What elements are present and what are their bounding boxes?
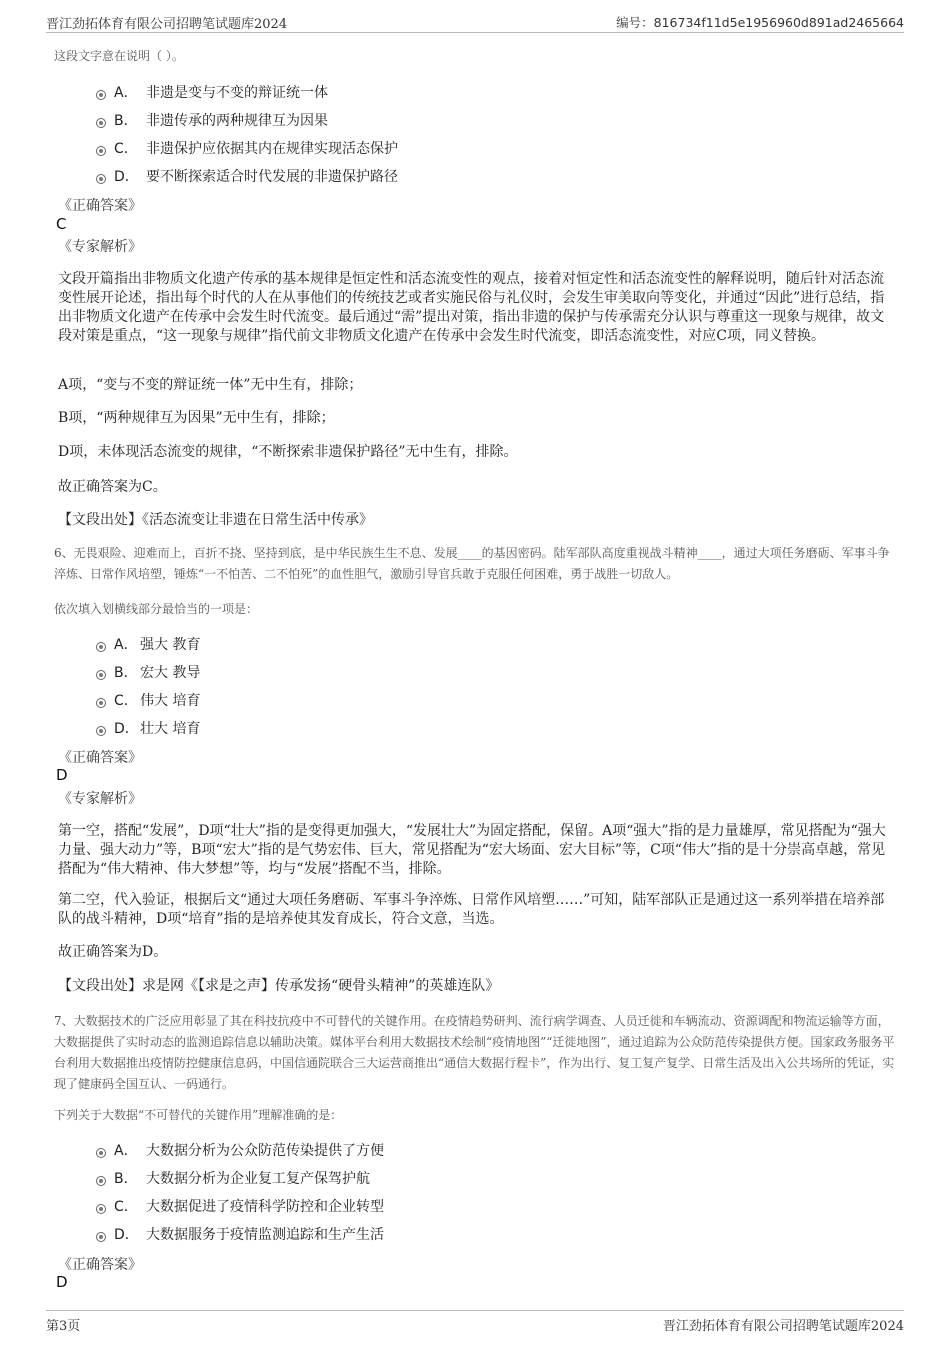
q5-analysis-d: D项，未体现活态流变的规律，“不断探索非遗保护路径”无中生有，排除。 [58, 444, 518, 460]
q5-analysis-main: 文段开篇指出非物质文化遗产传承的基本规律是恒定性和活态流变性的观点，接着对恒定性和活态流变性的解释说明，随后针对活态流变性展开论述，指出每个时代的人在从事他们的传统技艺或者实施民俗与礼仪时，会发生审美取向等变化，并通过“因此”进行总结，指出非物质文化遗产在传承中会发生时代流变。最后通过“需”提出对策，指出非遗的保护与传承需充分认识与尊重这一现象与规律，故文段对策是重点，“这一现象与规律”指代前文非物质文化遗产在传承中会发生时代流变，即活态流变性，对应C项，同义替换。 [58, 271, 885, 344]
header-company: 晋江劲拓体育有限公司招聘笔试题库2024 [46, 17, 288, 32]
q6-option-d[interactable]: D． 壮大 培育 [96, 714, 200, 742]
q5-analysis-a: A项，“变与不变的辩证统一体”无中生有，排除； [58, 377, 363, 393]
radio-icon[interactable] [96, 174, 106, 184]
radio-icon[interactable] [96, 1232, 106, 1242]
q7-option-a[interactable]: A． 大数据分析为公众防范传染提供了方便 [96, 1136, 384, 1164]
radio-icon[interactable] [96, 698, 106, 708]
radio-icon[interactable] [96, 1148, 106, 1158]
q6-analysis-first: 第一空，搭配“发展”，D项“壮大”指的是变得更加强大，“发展壮大”为固定搭配，保留。A项“强大”指的是力量雄厚，常见搭配为“强大力量、强大动力”等，B项“宏大”指的是气势宏伟、巨大，常见搭配为“宏大场面、宏大目标”等，C项“伟大”指的是十分崇高卓越，常见搭配为“伟大精神、伟大梦想”等，均与“发展”搭配不当，排除。 [58, 823, 886, 877]
q6-analysis-second: 第二空，代入验证，根据后文“通过大项任务磨砺、军事斗争淬炼、日常作风培塑……”可知，陆军部队正是通过这一系列举措在培养部队的战斗精神，D项“培育”指的是培养使其发育成长，符合文意，当选。 [58, 892, 885, 927]
page-header [46, 10, 904, 33]
q5-analysis-label: 《专家解析》 [58, 239, 142, 255]
q5-option-b[interactable]: B． 非遗传承的两种规律互为因果 [96, 106, 398, 134]
q6-option-c[interactable]: C． 伟大 培育 [96, 686, 200, 714]
q6-conclusion: 故正确答案为D。 [58, 944, 168, 960]
q5-source: 【文段出处】《活态流变让非遗在日常生活中传承》 [58, 512, 373, 528]
radio-icon[interactable] [96, 726, 106, 736]
q7-stem: 7、大数据技术的广泛应用彰显了其在科技抗疫中不可替代的关键作用。在疫情趋势研判、流行病学调查、人员迁徙和车辆流动、资源调配和物流运输等方面，大数据提供了实时动态的监测追踪信息以辅助决策。媒体平台利用大数据技术绘制“疫情地图”“迁徙地图”，通过追踪为公众防范传染提供方便。国家政务服务平台利用大数据推出疫情防控健康信息码，中国信通院联合三大运营商推出“通信大数据行程卡”，作为出行、复工复产复学、日常生活及出入公共场所的凭证，实现了健康码全国互认、一码通行。 [54, 1014, 895, 1091]
q6-prompt: 依次填入划横线部分最恰当的一项是： [54, 602, 259, 616]
radio-icon[interactable] [96, 118, 106, 128]
q6-options [96, 630, 200, 742]
q7-answer: D [56, 1273, 68, 1291]
q7-prompt: 下列关于大数据“不可替代的关键作用”理解准确的是： [54, 1108, 343, 1122]
q6-answer-label: 《正确答案》 [58, 750, 142, 766]
q6-answer: D [56, 766, 68, 784]
q6-source: 【文段出处】求是网《【求是之声】传承发扬“硬骨头精神”的英雄连队》 [58, 978, 500, 994]
q7-option-b[interactable]: B． 大数据分析为企业复工复产保驾护航 [96, 1164, 384, 1192]
q5-answer: C [56, 215, 67, 233]
footer-company: 晋江劲拓体育有限公司招聘笔试题库2024 [662, 1319, 904, 1334]
q5-option-d[interactable]: D． 要不断探索适合时代发展的非遗保护路径 [96, 162, 398, 190]
q5-conclusion: 故正确答案为C。 [58, 479, 167, 495]
radio-icon[interactable] [96, 670, 106, 680]
radio-icon[interactable] [96, 1204, 106, 1214]
q6-stem: 6、无畏艰险、迎难而上，百折不挠、坚持到底，是中华民族生生不息、发展____的基因密码。陆军部队高度重视战斗精神____，通过大项任务磨砺、军事斗争淬炼、日常作风培塑，锤炼“一不怕苦、二不怕死”的血性胆气，激励引导官兵敢于克服任何困难，勇于战胜一切敌人。 [54, 546, 890, 581]
q5-option-a[interactable]: A． 非遗是变与不变的辩证统一体 [96, 78, 398, 106]
q6-option-a[interactable]: A． 强大 教育 [96, 630, 200, 658]
q5-analysis-b: B项，“两种规律互为因果”无中生有，排除； [58, 410, 335, 426]
q7-option-d[interactable]: D． 大数据服务于疫情监测追踪和生产生活 [96, 1220, 384, 1248]
radio-icon[interactable] [96, 146, 106, 156]
q7-answer-label: 《正确答案》 [58, 1257, 142, 1273]
q5-stem-tail: 这段文字意在说明（ ）。 [54, 49, 184, 63]
radio-icon[interactable] [96, 1176, 106, 1186]
q5-answer-label: 《正确答案》 [58, 198, 142, 214]
q6-analysis-label: 《专家解析》 [58, 791, 142, 807]
q7-options [96, 1136, 384, 1248]
page-footer [46, 1310, 904, 1333]
footer-page-number: 第3页 [46, 1319, 81, 1334]
q6-option-b[interactable]: B． 宏大 教导 [96, 658, 200, 686]
radio-icon[interactable] [96, 90, 106, 100]
header-serial: 编号：816734f11d5e1956960d891ad2465664 [616, 15, 904, 30]
q7-option-c[interactable]: C． 大数据促进了疫情科学防控和企业转型 [96, 1192, 384, 1220]
q5-option-c[interactable]: C． 非遗保护应依据其内在规律实现活态保护 [96, 134, 398, 162]
q5-options [96, 78, 398, 190]
radio-icon[interactable] [96, 642, 106, 652]
